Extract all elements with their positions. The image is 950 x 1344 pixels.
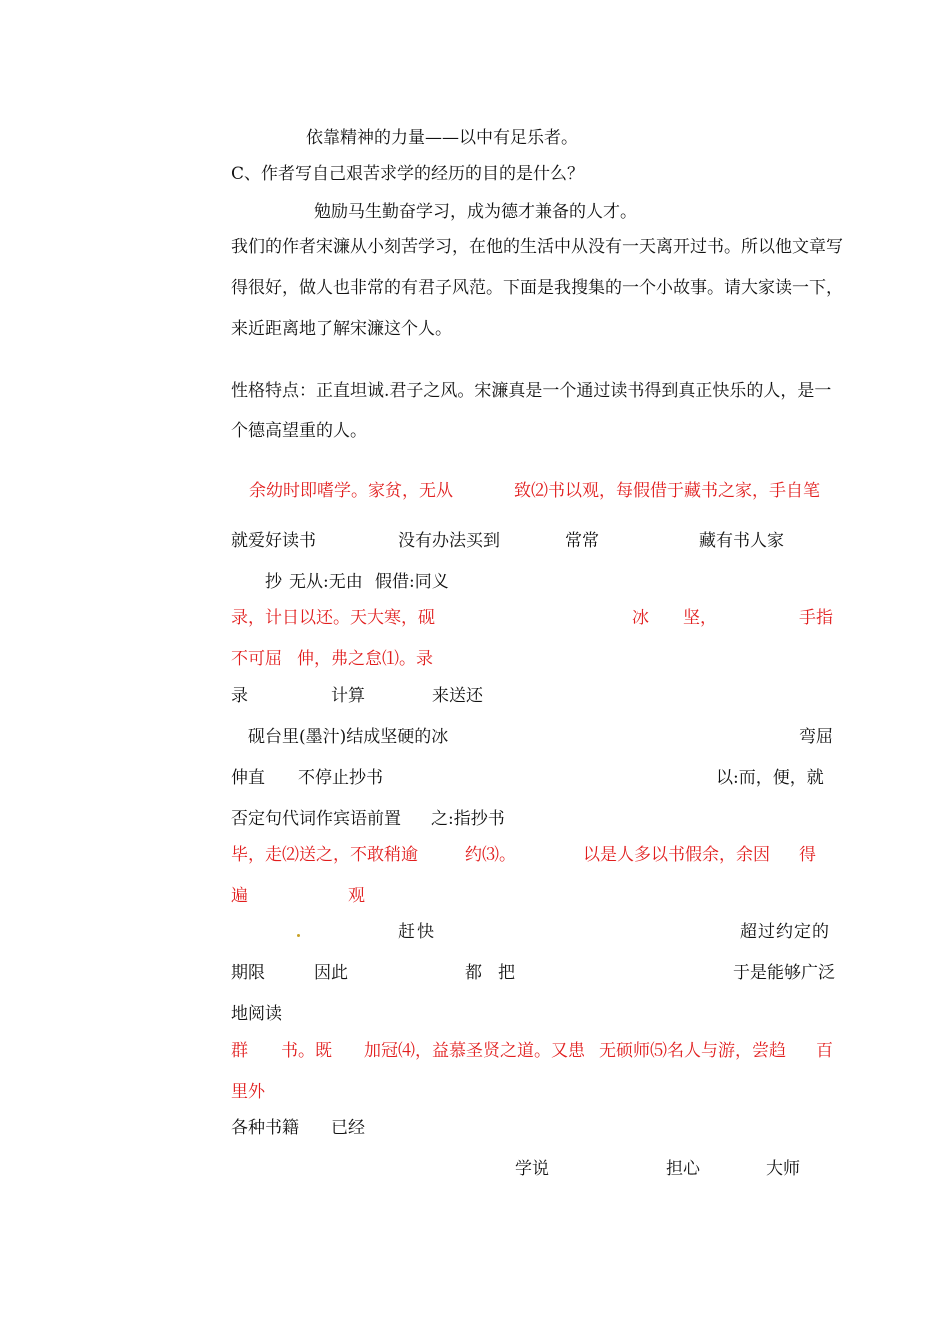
marker-dot <box>297 934 300 937</box>
passage-text: 加冠⑷，益慕圣贤之道。又患 <box>364 1041 585 1061</box>
gloss-text: 弯屈 <box>799 727 833 747</box>
gloss-text: 不停止抄书 <box>298 768 383 788</box>
gloss-text: 因此 <box>314 963 348 983</box>
passage-text: 以是人多以书假余，余因 <box>583 845 770 865</box>
passage-text: 约⑶。 <box>465 845 516 865</box>
gloss-text: 以:而，便，就 <box>716 768 824 788</box>
gloss-text: 已经 <box>331 1118 365 1138</box>
gloss-text: 否定句代词作宾语前置 <box>231 809 401 829</box>
gloss-text: 没有办法买到 <box>398 531 500 551</box>
gloss-text: 假借:同义 <box>375 572 449 592</box>
passage-text: 余幼时即嗜学。家贫，无从 <box>249 481 453 501</box>
gloss-text: 于是能够广泛 <box>733 963 835 983</box>
passage-text: 观 <box>348 886 365 906</box>
passage-text: 冰 <box>632 608 649 628</box>
gloss-text: 抄 <box>265 572 282 592</box>
passage-text: 里外 <box>231 1082 265 1102</box>
gloss-text: 砚台里(墨汁)结成坚硬的冰 <box>248 727 449 747</box>
gloss-text: 担心 <box>666 1159 700 1179</box>
gloss-text: 各种书籍 <box>231 1118 299 1138</box>
passage-text: 不可屈 <box>231 649 282 669</box>
passage-text: 遍 <box>231 886 248 906</box>
passage-text: 毕，走⑵送之，不敢稍逾 <box>231 845 418 865</box>
paragraph-line: 我们的作者宋濂从小刻苦学习，在他的生活中从没有一天离开过书。所以他文章写 <box>231 237 843 257</box>
gloss-text: 学说 <box>515 1159 549 1179</box>
gloss-text: 就爱好读书 <box>231 531 316 551</box>
paragraph-line: 性格特点：正直坦诚.君子之风。宋濂真是一个通过读书得到真正快乐的人，是一 <box>231 381 832 401</box>
passage-text: 百 <box>816 1041 833 1061</box>
gloss-text: 都 <box>465 963 482 983</box>
gloss-text: 把 <box>498 963 515 983</box>
gloss-text: 计算 <box>331 686 365 706</box>
passage-text: 录，计日以还。天大寒，砚 <box>231 608 435 628</box>
paragraph-line: 个德高望重的人。 <box>231 421 367 441</box>
paragraph-line: 得很好，做人也非常的有君子风范。下面是我搜集的一个小故事。请大家读一下， <box>231 278 843 298</box>
gloss-text: 大师 <box>766 1159 800 1179</box>
gloss-text: 期限 <box>231 963 265 983</box>
gloss-text: 之:指抄书 <box>431 809 505 829</box>
gloss-text: 常常 <box>565 531 599 551</box>
gloss-text: 录 <box>231 686 248 706</box>
answer-line: 勉励马生勤奋学习，成为德才兼备的人才。 <box>314 202 637 222</box>
gloss-text: 无从:无由 <box>289 572 363 592</box>
gloss-text: 伸直 <box>231 768 265 788</box>
gloss-text: 赶快 <box>398 922 436 942</box>
gloss-text: 来送还 <box>432 686 483 706</box>
passage-text: 致⑵书以观，每假借于藏书之家，手自笔 <box>514 481 820 501</box>
paragraph-line: 来近距离地了解宋濂这个人。 <box>231 319 452 339</box>
passage-text: 坚， <box>683 608 717 628</box>
passage-text: 无硕师⑸名人与游，尝趋 <box>599 1041 786 1061</box>
passage-text: 群 <box>231 1041 248 1061</box>
passage-text: 得 <box>799 845 816 865</box>
gloss-text: 超过约定的 <box>740 922 830 942</box>
question-c: C、作者写自己艰苦求学的经历的目的是什么？ <box>231 164 585 184</box>
passage-text: 伸，弗之怠⑴。录 <box>297 649 433 669</box>
gloss-text: 地阅读 <box>231 1004 282 1024</box>
gloss-text: 藏有书人家 <box>699 531 784 551</box>
passage-text: 书。既 <box>281 1041 332 1061</box>
passage-text: 手指 <box>799 608 833 628</box>
answer-line: 依靠精神的力量——以中有足乐者。 <box>306 128 578 148</box>
